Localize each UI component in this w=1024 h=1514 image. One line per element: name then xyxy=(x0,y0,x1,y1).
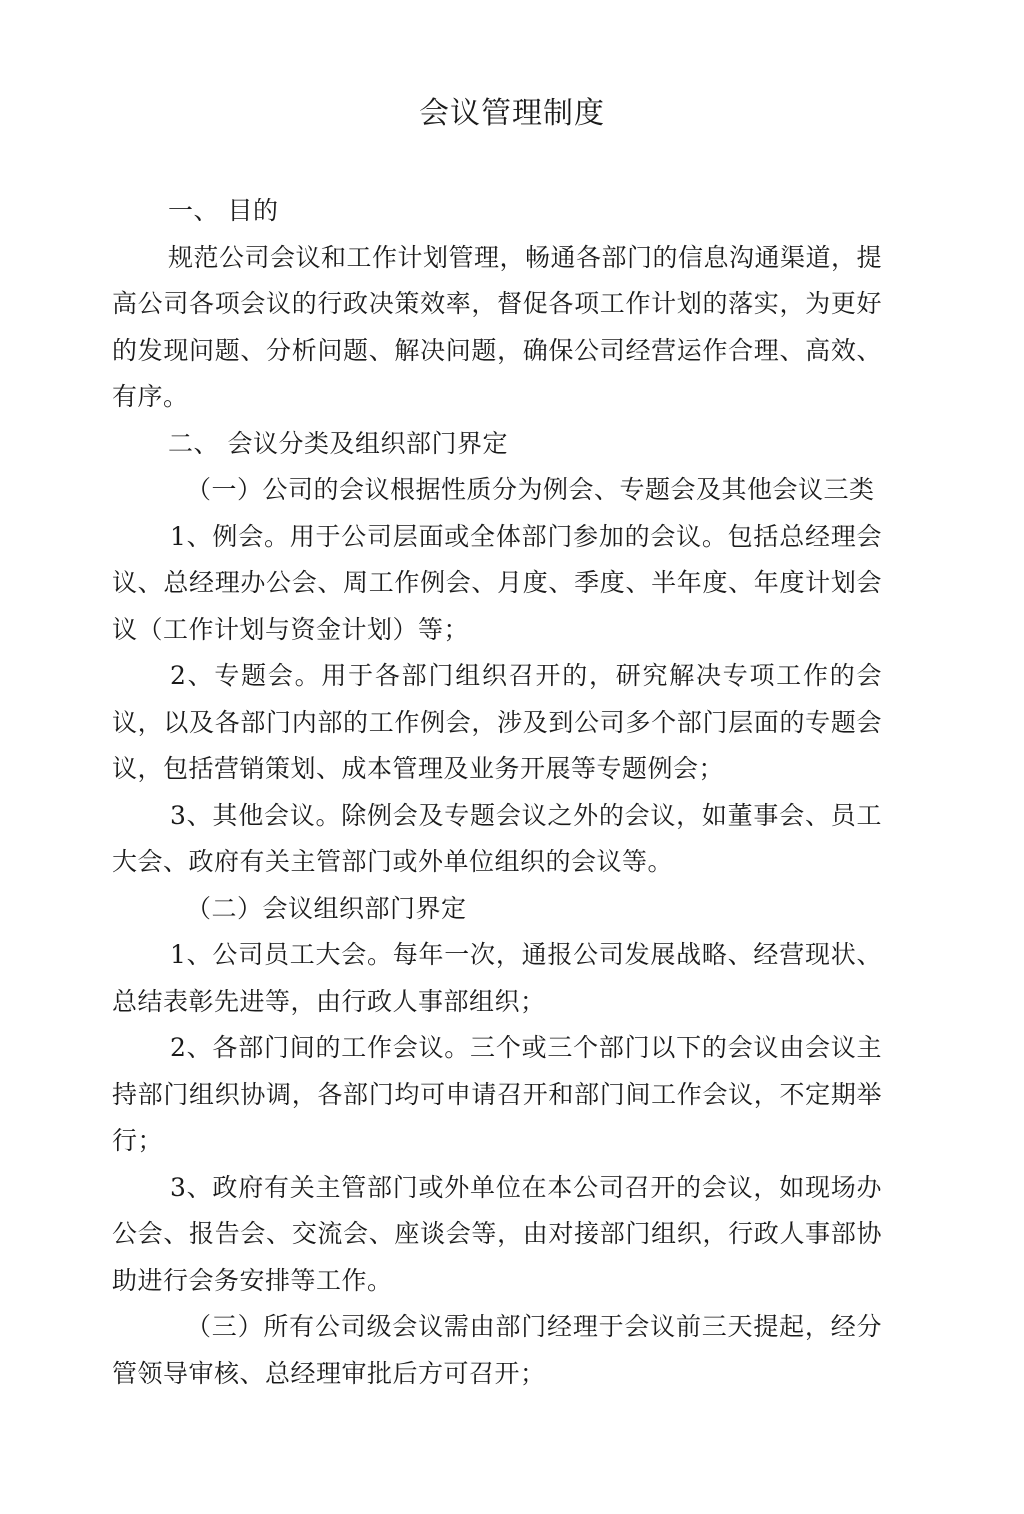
subsection-heading: （一）公司的会议根据性质分为例会、专题会及其他会议三类 xyxy=(186,475,875,504)
list-item: 2、各部门间的工作会议。三个或三个部门以下的会议由会议主持部门组织协调，各部门均可申请召开和部门间工作会议，不定期举行； xyxy=(112,1033,882,1155)
list-item: 1、公司员工大会。每年一次，通报公司发展战略、经营现状、总结表彰先进等，由行政人事部组织； xyxy=(112,940,882,1016)
subsection-heading: （二）会议组织部门界定 xyxy=(186,893,467,923)
list-item: 2、专题会。用于各部门组织召开的，研究解决专项工作的会议，以及各部门内部的工作例会，涉及到公司多个部门层面的专题会议，包括营销策划、成本管理及业务开展等专题例会； xyxy=(112,661,882,783)
list-item: 1、例会。用于公司层面或全体部门参加的会议。包括总经理会议、总经理办公会、周工作例会、月度、季度、半年度、年度计划会议（工作计划与资金计划）等； xyxy=(112,521,882,644)
list-item: 3、政府有关主管部门或外单位在本公司召开的会议，如现场办公会、报告会、交流会、座谈会等，由对接部门组织，行政人事部协助进行会务安排等工作。 xyxy=(112,1172,882,1295)
section-heading: 二、 会议分类及组织部门界定 xyxy=(168,428,508,458)
section-heading: 一、 目的 xyxy=(168,196,279,225)
document-title: 会议管理制度 xyxy=(419,96,605,131)
subsection-heading: （三）所有公司级会议需由部门经理于会议前三天提起，经分管领导审核、总经理审批后方可召开； xyxy=(112,1312,882,1388)
paragraph: 规范公司会议和工作计划管理，畅通各部门的信息沟通渠道，提高公司各项会议的行政决策效率，督促各项工作计划的落实，为更好的发现问题、分析问题、解决问题，确保公司经营运作合理、高效、有序。 xyxy=(112,242,883,411)
document-body xyxy=(112,188,882,1397)
list-item: 3、其他会议。除例会及专题会议之外的会议，如董事会、员工大会、政府有关主管部门或外单位组织的会议等。 xyxy=(112,800,882,876)
